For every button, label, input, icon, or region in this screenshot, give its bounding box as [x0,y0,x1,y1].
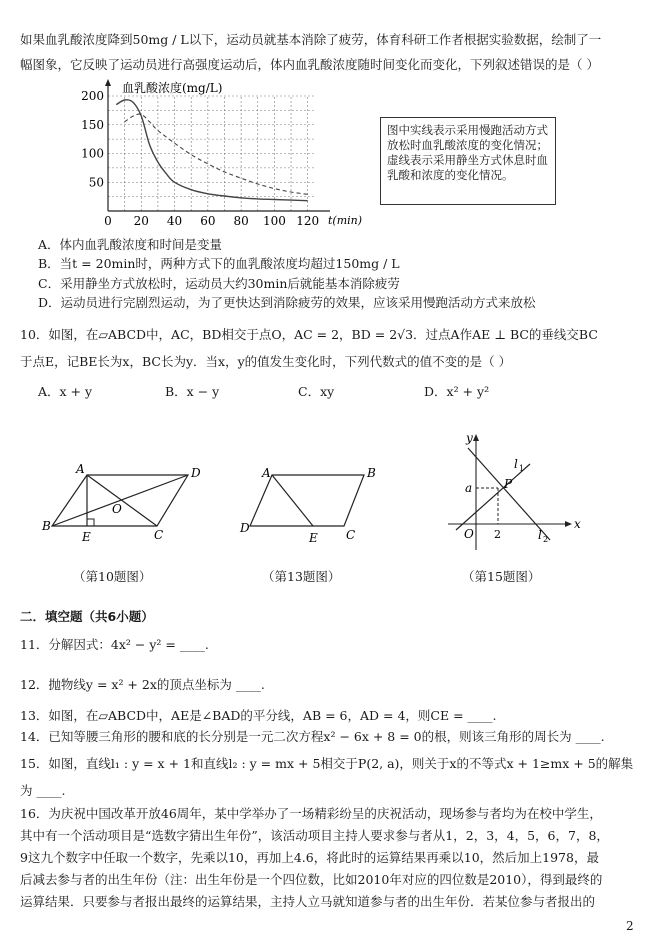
q12: 12．抛物线y = x² + 2x的顶点坐标为 ____. [20,677,265,692]
q10-option-d: D．x² + y² [424,384,490,399]
q16-line-3: 9这九个数字中任取一个数字，先乘以10，再加上4.6，将此时的运算结果再乘以10，然后加上1978，最 [20,850,599,865]
lactate-chart [81,76,363,236]
fig15-label-l2-sub: 2 [543,535,549,544]
page-number: 2 [626,919,634,933]
y-tick-label: 200 [81,89,104,103]
fig15-label-p: P [504,477,513,491]
q9-option-a: A．体内血乳酸浓度和时间是变量 [38,237,223,252]
q9-option-c: C．采用静坐方式放松时，运动员大约30min后就能基本消除疲劳 [38,276,400,291]
q10-stem-line-2: 于点E，记BE长为x，BC长为y．当x，y的值发生变化时，下列代数式的值不变的是（ ） [20,354,512,369]
x-tick-label: 120 [296,214,320,228]
fig15-label-o: O [464,527,474,541]
figure-13-caption: （第13题图） [262,569,341,584]
figure-15-caption: （第15题图） [462,569,541,584]
y-tick-label: 50 [88,175,104,190]
q16-line-5: 运算结果．只要参与者报出最终的运算结果，主持人立马就知道参与者的出生年份．若某位参与者报出的 [20,894,596,909]
q13: 13．如图，在▱ABCD中，AE是∠BAD的平分线，AB = 6，AD = 4，则CE = ____. [20,708,497,723]
fig15-label-a: a [465,481,473,495]
chart-grid [108,96,316,211]
fig10-label-c: C [154,528,164,542]
x-tick-label: 100 [262,214,286,228]
fig15-label-l1: l [514,457,518,471]
q16-line-2: 其中有一个活动项目是“选数字猜出生年份”，该活动项目主持人要求参与者从1，2，3，4，5，6，7，8， [20,828,609,843]
q9-option-d: D．运动员进行完剧烈运动，为了更快达到消除疲劳的效果，应该采用慢跑活动方式来放松 [38,295,536,310]
fig15-label-x: x [574,517,581,531]
fig13-label-d: D [240,521,250,535]
q14: 14．已知等腰三角形的腰和底的长分别是一元二次方程x² − 6x + 8 = 0的根，则该三角形的周长为 ____. [20,729,605,744]
x-tick-label: 20 [133,214,149,228]
figure-15-lines [438,428,588,558]
q11: 11．分解因式：4x² − y² = ____. [20,637,209,652]
fig10-label-d: D [191,466,201,480]
fig10-label-e: E [82,530,91,544]
fig13-label-e: E [309,531,318,545]
fig15-label-2: 2 [494,528,501,541]
fig10-label-a: A [76,462,85,476]
fig15-label-l2: l [538,528,542,542]
y-axis-arrow [105,79,111,86]
fig10-label-b: B [42,519,51,533]
fig10-label-o: O [112,502,122,516]
y-tick-label: 150 [81,117,104,132]
q10-option-a: A．x + y [38,384,93,399]
fig13-label-c: C [346,528,356,542]
x-tick-label: 40 [166,214,183,228]
q16-line-1: 16．为庆祝中国改革开放46周年，某中学举办了一场精彩纷呈的庆祝活动，现场参与者均为在校中学生， [20,806,602,821]
q10-option-b: B．x − y [165,384,220,399]
q10-stem-line-1: 10．如图，在▱ABCD中，AC，BD相交于点O，AC = 2，BD = 2√3．过点A作AE ⊥ BC的垂线交BC [20,327,598,342]
q15-line-1: 15．如图，直线l₁ : y = x + 1和直线l₂ : y = mx + 5相交于P(2, a)，则关于x的不等式x + 1≥mx + 5的解集 [20,756,634,771]
series-jogging-solid [116,100,307,201]
q9-option-b: B．当t = 20min时，两种方式下的血乳酸浓度均超过150mg / L [38,256,400,271]
chart-note-box: 图中实线表示采用慢跑活动方式放松时血乳酸浓度的变化情况；虚线表示采用静坐方式休息时血乳酸和浓度的变化情况。 [380,117,556,205]
fig13-label-a: A [262,466,271,480]
q15-line-2: 为 ____. [20,783,66,798]
q9-stem-line-1: 如果血乳酸浓度降到50mg / L以下，运动员就基本消除了疲劳，体育科研工作者根据实验数据，绘制了一 [20,32,602,47]
x-tick-label: 0 [104,214,112,228]
y-tick-label: 100 [81,146,104,161]
y-axis-label: 血乳酸浓度(mg/L) [122,81,223,95]
fig15-label-l1-sub: 1 [519,464,525,473]
figure-13-parallelogram [238,460,388,550]
q9-stem-line-2: 幅图象，它反映了运动员进行高强度运动后，体内血乳酸浓度随时间变化而变化，下列叙述错误的是（ ） [20,57,599,72]
q10-option-c: C．xy [298,384,335,399]
section-2-heading: 二．填空题（共6小题） [20,609,154,624]
q16-line-4: 后减去参与者的出生年份（注：出生年份是一个四位数，比如2010年对应的四位数是2010），得到最终的 [20,872,603,887]
fig13-label-b: B [367,466,376,480]
x-axis-label: t(min) [328,214,363,227]
fig15-label-y: y [466,431,473,445]
x-tick-label: 60 [200,214,216,228]
figure-10-parallelogram [40,460,210,550]
figure-10-caption: （第10题图） [73,569,152,584]
x-tick-label: 80 [233,214,249,228]
